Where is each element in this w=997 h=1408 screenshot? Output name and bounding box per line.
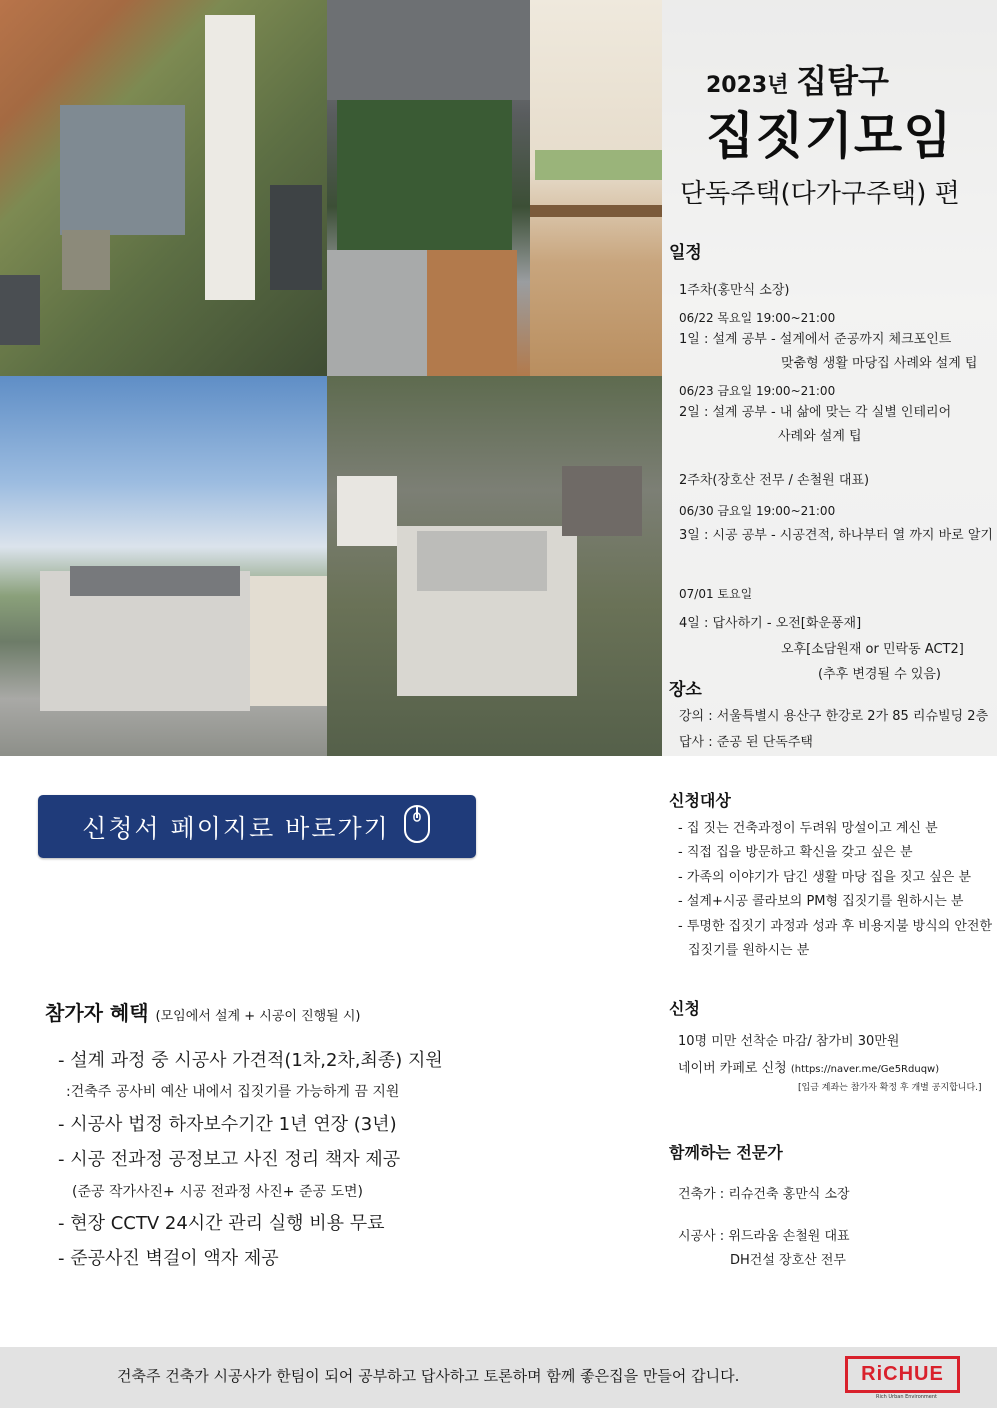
benefit-item: - 설계 과정 중 시공사 가견적(1차,2차,최종) 지원 [58, 1050, 443, 1071]
target-item: - 가족의 이야기가 담긴 생활 마당 집을 짓고 싶은 분 [678, 870, 972, 885]
garage-shape [62, 230, 110, 290]
venue-lecture: 강의 : 서울특별시 용산구 한강로 2가 85 리슈빌딩 2층 [679, 709, 989, 724]
window-shape [535, 150, 662, 180]
expert-builder: 시공사 : 위드라움 손철원 대표 [678, 1229, 850, 1244]
roof-shape [0, 275, 40, 345]
table-shape [530, 205, 662, 217]
benefits-heading-line [45, 997, 361, 1026]
target-item: - 투명한 집짓기 과정과 성과 후 비용지불 방식의 안전한 [678, 919, 993, 934]
deck-shape [427, 250, 517, 376]
header-program: 집탐구 [796, 62, 889, 100]
signup-line2 [678, 1057, 939, 1076]
day4-line3: (추후 변경될 수 있음) [818, 667, 942, 682]
page-title: 집짓기모임 [706, 107, 953, 165]
venue-tour: 답사 : 준공 된 단독주택 [679, 735, 813, 750]
day4-line2: 오후[소담원재 or 민락동 ACT2] [781, 642, 964, 657]
richue-logo [845, 1356, 960, 1393]
signup-notice: [입금 계좌는 참가자 확정 후 개별 공지합니다.] [798, 1083, 982, 1093]
target-item: 집짓기를 원하시는 분 [688, 943, 810, 958]
experts-heading: 함께하는 전문가 [669, 1143, 783, 1162]
aerial-village-photo [327, 376, 662, 756]
day1-date: 06/22 목요일 19:00~21:00 [679, 311, 836, 325]
neighbor-house-shape [250, 576, 327, 706]
signup-url-link[interactable]: (https://naver.me/Ge5Rduqw) [790, 1064, 940, 1075]
day4-date: 07/01 토요일 [679, 587, 753, 601]
page-subtitle: 단독주택(다가구주택) 편 [680, 179, 960, 209]
apply-button-label: 신청서 페이지로 바로가기 [82, 813, 390, 843]
day2-line2: 사례와 설계 팁 [778, 429, 862, 444]
aerial-house-photo [0, 0, 327, 376]
roof-shape [60, 105, 185, 235]
day2-date: 06/23 금요일 19:00~21:00 [679, 384, 836, 398]
day4-line1: 4일 : 답사하기 - 오전[화운퐁재] [679, 616, 862, 631]
neighbor-house-shape [337, 476, 397, 546]
expert-architect: 건축가 : 리슈건축 홍만식 소장 [678, 1187, 850, 1202]
logo-tagline: Rich Urban Environment [876, 1394, 938, 1400]
target-heading: 신청대상 [669, 791, 731, 810]
benefit-item: - 시공사 법정 하자보수기간 1년 연장 (3년) [58, 1114, 397, 1135]
day3-date: 06/30 금요일 19:00~21:00 [679, 504, 836, 518]
day1-line2: 맞춤형 생활 마당집 사례와 설계 팁 [781, 356, 978, 371]
day2-line1: 2일 : 설계 공부 - 내 삶에 맞는 각 실별 인테리어 [679, 405, 952, 420]
benefit-item: - 시공 전과정 공정보고 사진 정리 책자 제공 [58, 1149, 401, 1170]
greenhouse-shape [270, 185, 322, 290]
apply-page-button[interactable] [38, 795, 476, 858]
schedule-heading: 일정 [669, 243, 702, 263]
mouse-icon [402, 803, 432, 851]
ceiling-shape [327, 0, 530, 100]
signup-heading: 신청 [669, 999, 700, 1018]
benefit-subnote: :건축주 공사비 예산 내에서 집짓기를 가능하게 끔 지원 [66, 1084, 400, 1100]
logo-wordmark: RiCHUE [861, 1363, 944, 1385]
target-item: - 직접 집을 방문하고 확신을 갖고 싶은 분 [678, 845, 913, 860]
roof-shape [205, 15, 255, 300]
roof-shape [70, 566, 240, 596]
floor-shape [327, 250, 427, 376]
day1-line1: 1일 : 설계 공부 - 설계에서 준공까지 체크포인트 [679, 332, 952, 347]
day3-line1: 3일 : 시공 공부 - 시공견적, 하나부터 열 까지 바로 알기 [679, 528, 993, 543]
benefit-item: - 준공사진 벽걸이 액자 제공 [58, 1248, 279, 1269]
benefit-subnote: (준공 작가사진+ 시공 전과정 사진+ 준공 도면) [72, 1184, 363, 1200]
benefits-heading: 참가자 혜택 [45, 1001, 149, 1025]
interior-dining-photo [530, 0, 662, 376]
house-exterior-photo [0, 376, 327, 756]
benefits-note: (모임에서 설계 + 시공이 진행될 시) [155, 1009, 361, 1024]
garden-shape [337, 100, 512, 250]
header-year: 2023년 [706, 73, 789, 98]
footer-text: 건축주 건축가 시공사가 한팀이 되어 공부하고 답사하고 토론하며 함께 좋은집을 만들어 갑니다. [117, 1367, 740, 1385]
neighbor-house-shape [562, 466, 642, 536]
benefit-item: - 현장 CCTV 24시간 관리 실행 비용 무료 [58, 1213, 385, 1234]
week2-label: 2주차(장호산 전무 / 손철원 대표) [679, 473, 870, 488]
venue-heading: 장소 [669, 680, 702, 700]
target-item: - 설계+시공 콜라보의 PM형 집짓기를 원하시는 분 [678, 894, 964, 909]
roof-shape [417, 531, 547, 591]
expert-builder: DH건설 장호산 전무 [730, 1253, 846, 1268]
interior-window-photo [327, 0, 530, 376]
signup-text: 네이버 카페로 신청 [678, 1061, 787, 1076]
target-item: - 집 짓는 건축과정이 두려워 망설이고 계신 분 [678, 821, 938, 836]
week1-label: 1주차(홍만식 소장) [679, 283, 790, 298]
signup-line1: 10명 미만 선착순 마감/ 참가비 30만원 [678, 1034, 900, 1049]
